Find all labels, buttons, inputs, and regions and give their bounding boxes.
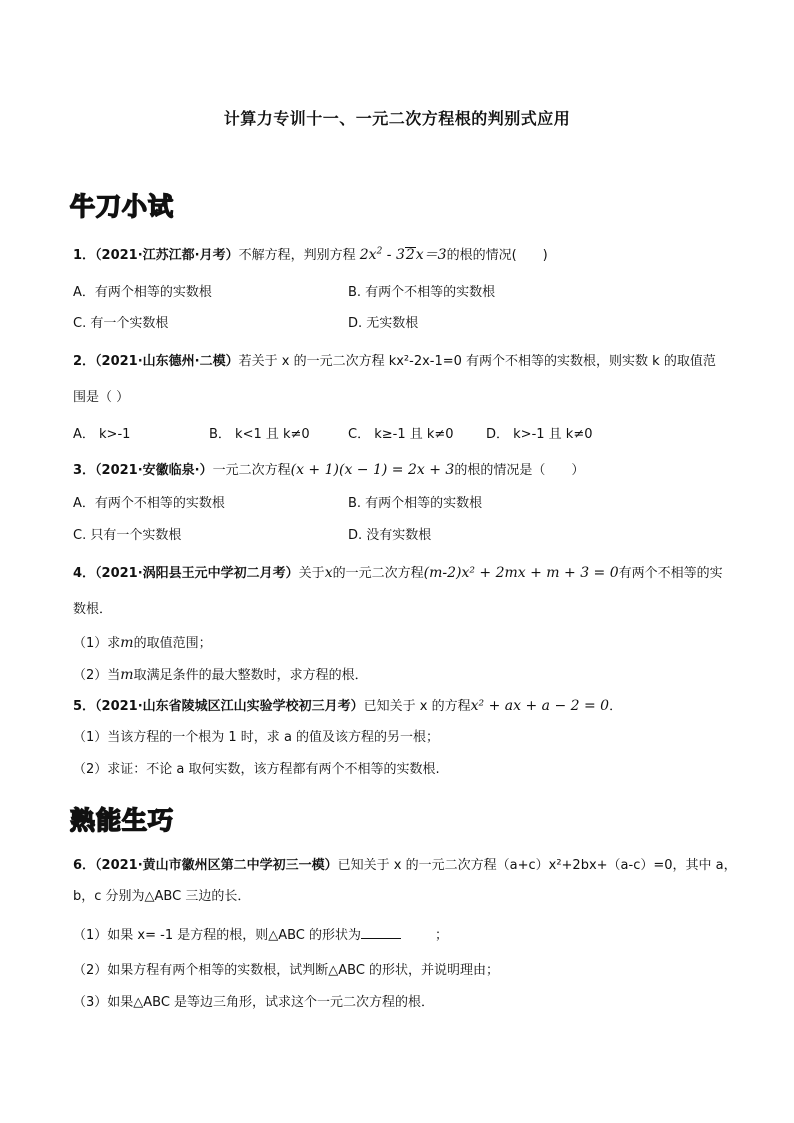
option-c: C． k≥-1 且 k≠0 xyxy=(348,427,454,442)
question-4-part-1: （1）求m的取值范围； xyxy=(73,635,212,651)
equation: (x + 1)(x − 1) = 2x + 3 xyxy=(290,462,455,478)
option-b: B. 有两个相等的实数根 xyxy=(348,496,483,511)
question-6 xyxy=(73,857,737,875)
option-b: B． k<1 且 k≠0 xyxy=(209,427,310,442)
question-text: 已知关于 x 的一元二次方程（a+c）x²+2bx+（a-c）=0，其中 a， xyxy=(337,858,737,873)
option-a: A．有两个不相等的实数根 xyxy=(73,496,225,511)
question-text: 若关于 x 的一元二次方程 kx²-2x-1=0 有两个不相等的实数根，则实数 k 的取值范 xyxy=(238,354,716,369)
question-number: 6． xyxy=(73,858,96,873)
option-d: D. 没有实数根 xyxy=(348,528,432,543)
question-text: 不解方程，判别方程 xyxy=(238,248,356,263)
question-5-part-1: （1）当该方程的一个根为 1 时，求 a 的值及该方程的另一根； xyxy=(73,730,440,745)
question-1 xyxy=(73,246,548,265)
equation: $2x^2 - 32x=3$ xyxy=(359,246,447,263)
question-source: （2021·安徽临泉·） xyxy=(95,463,213,478)
question-text: 一元二次方程 xyxy=(212,463,291,478)
question-number: 1． xyxy=(73,248,96,263)
question-text-end: 的根的情况是（ ） xyxy=(454,463,585,478)
question-6-part-1: （1）如果 x= -1 是方程的根，则△ABC 的形状为 ； xyxy=(73,928,449,943)
question-4-line-2: 数根． xyxy=(73,602,113,617)
question-text-end: 的根的情况( ) xyxy=(446,248,548,263)
question-number: 4． xyxy=(73,566,96,581)
question-6-part-3: （3）如果△ABC 是等边三角形，试求这个一元二次方程的根． xyxy=(73,995,435,1010)
question-5-part-2: （2）求证：不论 a 取何实数，该方程都有两个不相等的实数根. xyxy=(73,762,440,777)
question-text: 已知关于 x 的方程 xyxy=(363,699,471,714)
question-text-end: ． xyxy=(609,699,623,714)
option-d: D． k>-1 且 k≠0 xyxy=(486,427,593,442)
question-5 xyxy=(73,697,622,716)
equation: (m-2)x² + 2mx + m + 3 = 0 xyxy=(423,565,619,581)
option-d: D. 无实数根 xyxy=(348,316,419,331)
question-4 xyxy=(73,564,723,583)
question-4-part-2: （2）当m取满足条件的最大整数时，求方程的根． xyxy=(73,667,368,683)
variable: x xyxy=(324,565,333,581)
question-source: （2021·山东德州·二模） xyxy=(95,354,239,369)
question-text-mid: 的一元二次方程 xyxy=(332,566,424,581)
question-number: 5． xyxy=(73,699,96,714)
question-number: 3． xyxy=(73,463,96,478)
answer-blank[interactable] xyxy=(361,926,401,939)
option-c: C. 有一个实数根 xyxy=(73,316,169,331)
question-2-line-2: 围是（ ） xyxy=(73,390,130,405)
question-source: （2021·涡阳县王元中学初二月考） xyxy=(95,566,299,581)
question-number: 2． xyxy=(73,354,96,369)
question-source: （2021·黄山市徽州区第二中学初三一模） xyxy=(95,858,338,873)
option-a: A． k>-1 xyxy=(73,427,131,442)
option-c: C. 只有一个实数根 xyxy=(73,528,182,543)
question-source: （2021·山东省陵城区江山实验学校初三月考） xyxy=(95,699,364,714)
section-heading-1: 牛刀小试 xyxy=(70,192,175,221)
question-text-end: 有两个不相等的实 xyxy=(618,566,723,581)
question-text: 关于 xyxy=(298,566,325,581)
question-2 xyxy=(73,353,716,371)
option-a: A．有两个相等的实数根 xyxy=(73,285,212,300)
question-source: （2021·江苏江都·月考） xyxy=(95,248,239,263)
question-6-part-2: （2）如果方程有两个相等的实数根，试判断△ABC 的形状，并说明理由； xyxy=(73,963,500,978)
option-b: B. 有两个不相等的实数根 xyxy=(348,285,496,300)
document-title: 计算力专训十一、一元二次方程根的判别式应用 xyxy=(223,109,571,128)
equation: x² + ax + a − 2 = 0 xyxy=(470,698,610,714)
question-6-line-2: b，c 分别为△ABC 三边的长． xyxy=(73,889,251,904)
question-3 xyxy=(73,461,584,480)
section-heading-2: 熟能生巧 xyxy=(70,806,175,835)
